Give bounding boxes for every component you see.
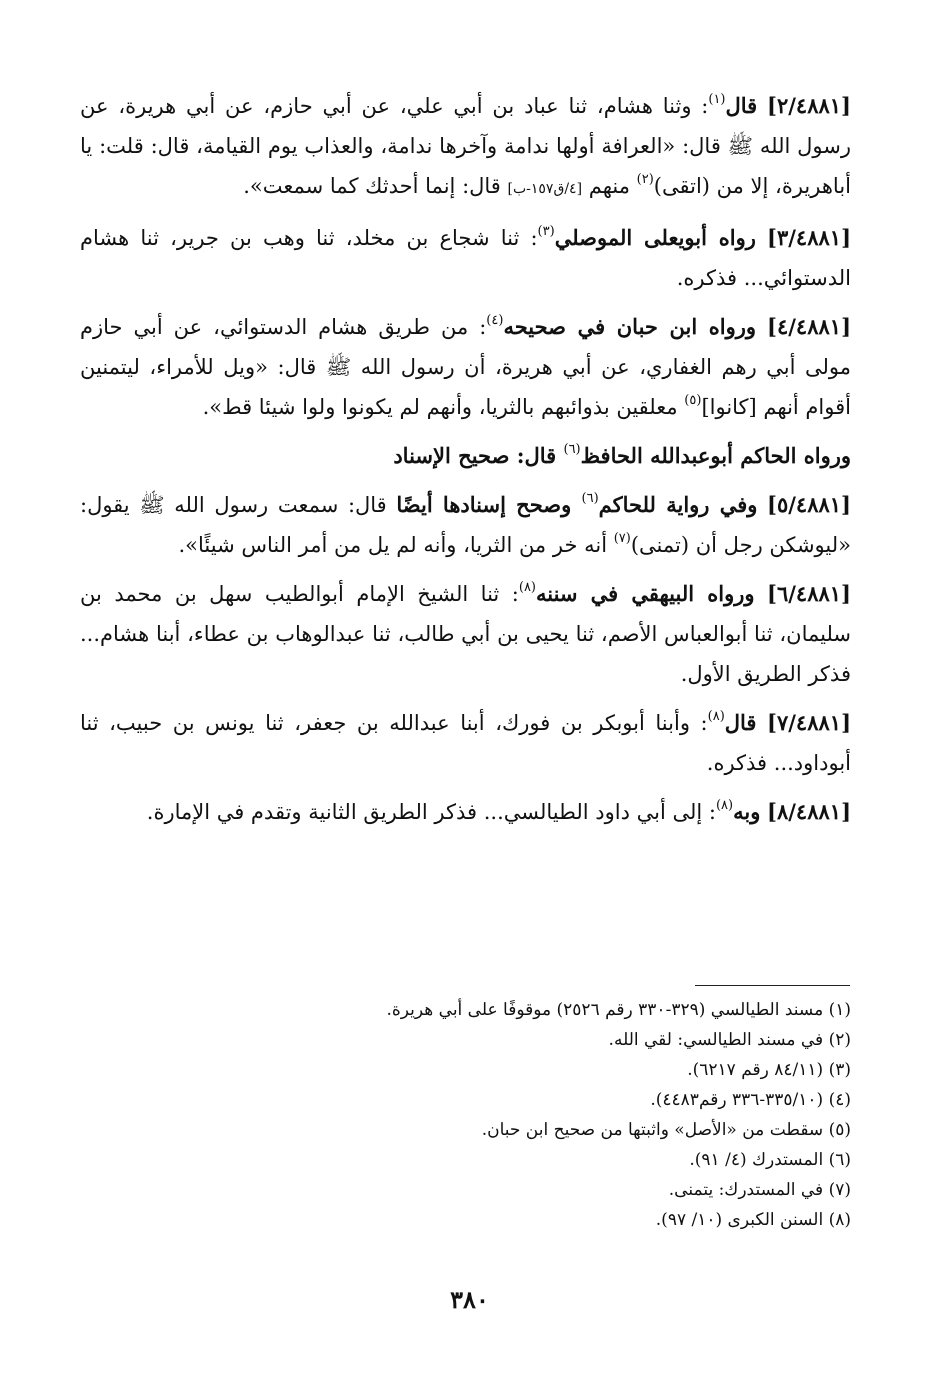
footnote-ref: (٦) [563, 442, 581, 457]
manuscript-marker: [٤/ق١٥٧-ب] [507, 181, 583, 197]
hadith-ref: [٢/٤٨٨١] [767, 93, 851, 118]
hadith-lead-continued: وصحح إسنادها أيضًا [396, 492, 582, 517]
hadith-text: منهم [582, 174, 637, 198]
hadith-lead: وبه [733, 799, 761, 824]
footnote: (٧) في المستدرك: يتمنى. [668, 1180, 851, 1200]
hadith-paragraph-3 [80, 218, 851, 298]
footnote-ref: (٨) [518, 580, 536, 595]
page-number: ٣٨٠ [450, 1285, 489, 1314]
hadith-paragraph-4 [80, 307, 851, 427]
hadith-text: قال: سمعت رسول الله ﷺ يقول: «ليوشكن رجل أن (تمنى) [80, 493, 851, 557]
footnote: (٨) السنن الكبرى (١٠/ ٩٧). [655, 1210, 851, 1230]
footnote: (٥) سقطت من «الأصل» واثبتها من صحيح ابن حبان. [481, 1120, 851, 1140]
hadith-ref: [٣/٤٨٨١] [767, 225, 851, 250]
footnote-ref: (٣) [537, 224, 555, 239]
hadith-text: : من طريق هشام الدستوائي، عن أبي حازم مولى أبي رهم الغفاري، عن أبي هريرة، أن رسول الله ﷺ قال: «ويل للأمراء، ليتمنين أقوام أنهم [كانوا] [80, 315, 851, 419]
footnote-ref: (٨) [715, 798, 734, 813]
footnote-ref: (٧) [613, 531, 631, 546]
hadith-lead: رواه أبويعلى الموصلي [554, 225, 756, 250]
hakim-paragraph [80, 436, 851, 476]
hadith-text: : ثنا شجاع بن مخلد، ثنا وهب بن جرير، ثنا هشام الدستوائي... فذكره. [80, 226, 851, 290]
hadith-paragraph-7 [80, 703, 851, 783]
main-text [80, 86, 851, 841]
hadith-ref: [٨/٤٨٨١] [767, 799, 851, 824]
hadith-text: : وأبنا أبوبكر بن فورك، أبنا عبدالله بن جعفر، ثنا يونس بن حبيب، ثنا أبوداود... فذكره. [80, 711, 851, 775]
hadith-text: : إلى أبي داود الطيالسي... فذكر الطريق الثانية وتقدم في الإمارة. [146, 800, 716, 824]
hadith-lead: وفي رواية للحاكم [598, 492, 758, 517]
hadith-text: : ثنا الشيخ الإمام أبوالطيب سهل بن محمد بن سليمان، ثنا أبوالعباس الأصم، ثنا يحيى بن أبي طالب، ثنا عبدالوهاب بن عطاء، أبنا هشام... فذكر الطريق الأول. [80, 582, 851, 686]
hadith-lead: ورواه ابن حبان في صحيحه [503, 314, 757, 339]
hadith-text: : وثنا هشام، ثنا عباد بن أبي علي، عن أبي حازم، عن أبي هريرة، عن رسول الله ﷺ قال: «العرافة أولها ندامة وآخرها ندامة، والعذاب يوم القيامة، قال: قلت: يا أباهريرة، إلا من (اتقى) [80, 94, 851, 198]
hadith-paragraph-8 [80, 792, 851, 832]
footnote-ref: (٢) [636, 172, 654, 187]
footnote: (٣) (٨٤/١١ رقم ٦٢١٧). [687, 1060, 851, 1080]
footnotes [80, 995, 851, 1235]
footnote-separator [695, 985, 850, 986]
hadith-paragraph-5 [80, 485, 851, 565]
hadith-ref: [٧/٤٨٨١] [767, 710, 851, 735]
hadith-lead: ورواه البيهقي في سننه [536, 581, 755, 606]
footnote-ref: (٦) [581, 491, 599, 506]
hadith-text: أنه خر من الثريا، وأنه لم يل من أمر الناس شيئًا». [178, 533, 614, 557]
hadith-ref: [٥/٤٨٨١] [767, 492, 851, 517]
footnote: (٤) (٣٣٥/١٠-٣٣٦ رقم٤٤٨٣). [650, 1090, 851, 1110]
hadith-lead-continued: قال: صحيح الإسناد [393, 443, 564, 468]
hadith-lead: ورواه الحاكم أبوعبدالله الحافظ [580, 443, 851, 468]
hadith-text: معلقين بذوائبهم بالثريا، وأنهم لم يكونوا ولوا شيئا قط». [202, 395, 685, 419]
footnote: (١) مسند الطيالسي (٣٢٩-٣٣٠ رقم ٢٥٢٦) موقوفًا على أبي هريرة. [386, 1000, 851, 1020]
hadith-ref: [٦/٤٨٨١] [767, 581, 851, 606]
footnote-ref: (٤) [486, 313, 504, 328]
hadith-text: قال: إنما أحدثك كما سمعت». [243, 174, 508, 198]
hadith-lead: قال [725, 93, 758, 118]
footnote-ref: (٨) [707, 709, 725, 724]
footnote-ref: (١) [708, 92, 726, 107]
footnote: (٢) في مسند الطيالسي: لقي الله. [608, 1030, 851, 1050]
hadith-paragraph-2 [80, 86, 851, 209]
footnote-ref: (٥) [684, 393, 702, 408]
hadith-paragraph-6 [80, 574, 851, 694]
footnote: (٦) المستدرك (٤/ ٩١). [689, 1150, 851, 1170]
hadith-ref: [٤/٤٨٨١] [767, 314, 851, 339]
hadith-lead: قال [724, 710, 757, 735]
